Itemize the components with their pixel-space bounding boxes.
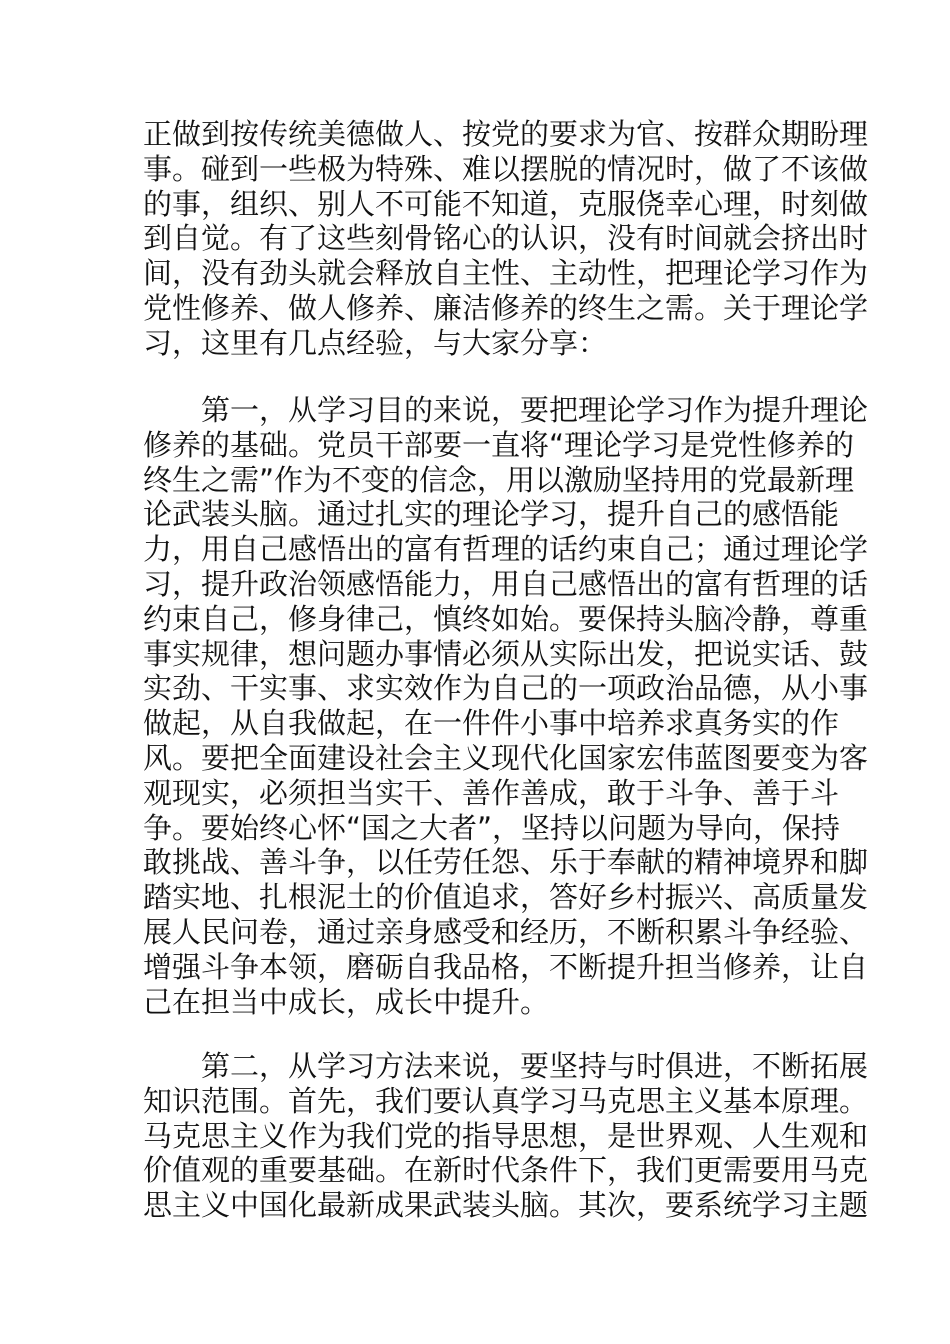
text-line: 展人民问卷，通过亲身感受和经历，不断积累斗争经验、 xyxy=(143,914,869,949)
text-line: 争。要始终心怀“国之大者”，坚持以问题为导向，保持 xyxy=(143,810,841,845)
text-line: 间，没有劲头就会释放自主性、主动性，把理论学习作为 xyxy=(143,256,869,291)
paragraph-second-point xyxy=(143,1049,869,1223)
text-line: 终生之需”作为不变的信念，用以激励坚持用的党最新理 xyxy=(143,462,855,497)
text-line: 风。要把全面建设社会主义现代化国家宏伟蓝图要变为客 xyxy=(143,740,869,775)
text-line: 实劲、干实事、求实效作为自己的一项政治品德，从小事 xyxy=(143,671,869,706)
text-line: 约束自己，修身律己，慎终如始。要保持头脑冷静，尊重 xyxy=(143,601,869,636)
text-line: 踏实地、扎根泥土的价值追求，答好乡村振兴、高质量发 xyxy=(143,880,869,915)
paragraph-intro xyxy=(143,117,869,361)
text-line: 事。碰到一些极为特殊、难以摆脱的情况时，做了不该做 xyxy=(143,151,869,186)
text-line: 第二，从学习方法来说，要坚持与时俱进，不断拓展 xyxy=(143,1049,869,1083)
text-line: 价值观的重要基础。在新时代条件下，我们更需要用马克 xyxy=(143,1153,869,1188)
text-line: 观现实，必须担当实干、善作善成，敢于斗争、善于斗 xyxy=(143,775,840,810)
text-line: 力，用自己感悟出的富有哲理的话约束自己；通过理论学 xyxy=(143,532,869,567)
text-line: 知识范围。首先，我们要认真学习马克思主义基本原理。 xyxy=(143,1083,869,1118)
text-line: 增强斗争本领，磨砺自我品格，不断提升担当修养，让自 xyxy=(143,949,869,984)
text-line: 正做到按传统美德做人、按党的要求为官、按群众期盼理 xyxy=(143,117,869,151)
text-line: 党性修养、做人修养、廉洁修养的终生之需。关于理论学 xyxy=(143,290,869,325)
text-line: 己在担当中成长，成长中提升。 xyxy=(143,984,550,1019)
paragraph-first-point xyxy=(143,393,869,1019)
text-line: 的事，组织、别人不可能不知道，克服侥幸心理，时刻做 xyxy=(143,186,869,221)
text-line: 思主义中国化最新成果武装头脑。其次，要系统学习主题 xyxy=(143,1188,869,1223)
text-line: 敢挑战、善斗争，以任劳任怨、乐于奉献的精神境界和脚 xyxy=(143,845,869,880)
text-line: 论武装头脑。通过扎实的理论学习，提升自己的感悟能 xyxy=(143,497,840,532)
text-line: 第一，从学习目的来说，要把理论学习作为提升理论 xyxy=(143,393,869,427)
text-line: 到自觉。有了这些刻骨铭心的认识，没有时间就会挤出时 xyxy=(143,221,869,256)
text-line: 习，提升政治领感悟能力，用自己感悟出的富有哲理的话 xyxy=(143,566,869,601)
text-line: 修养的基础。党员干部要一直将“理论学习是党性修养的 xyxy=(143,427,855,462)
text-line: 事实规律，想问题办事情必须从实际出发，把说实话、鼓 xyxy=(143,636,869,671)
text-line: 做起，从自我做起，在一件件小事中培养求真务实的作 xyxy=(143,706,840,741)
text-line: 马克思主义作为我们党的指导思想，是世界观、人生观和 xyxy=(143,1118,869,1153)
text-line: 习，这里有几点经验，与大家分享： xyxy=(143,325,608,360)
